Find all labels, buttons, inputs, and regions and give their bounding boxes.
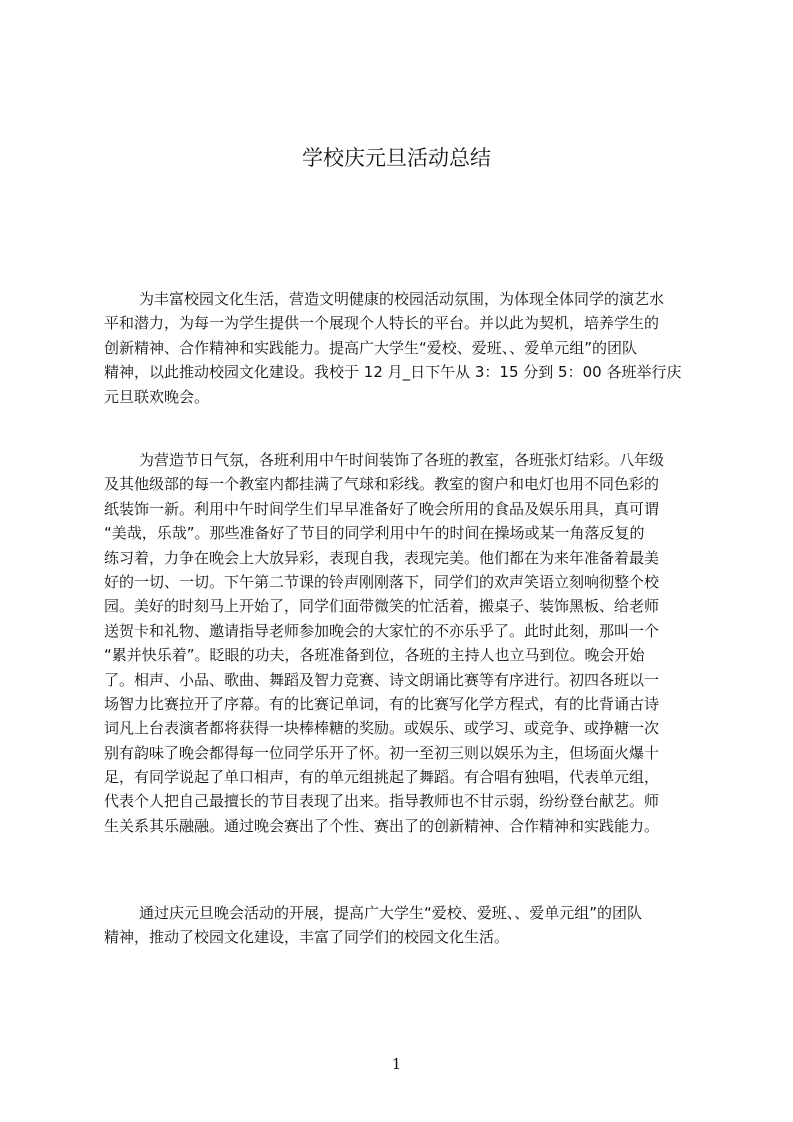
paragraph-line: 生关系其乐融融。通过晚会赛出了个性、赛出了的创新精神、合作精神和实践能力。 — [104, 816, 660, 835]
paragraph-line: 别有韵味了晚会都得每一位同学乐开了怀。初一至初三则以娱乐为主，但场面火爆十 — [104, 743, 660, 762]
document-title: 学校庆元旦活动总结 — [302, 146, 491, 170]
page-number: 1 — [391, 1055, 402, 1073]
paragraph-preparation — [104, 448, 700, 838]
paragraph-intro — [104, 287, 700, 409]
paragraph-line: 代表个人把自己最擅长的节目表现了出来。指导教师也不甘示弱，纷纷登台献艺。师 — [104, 792, 660, 811]
paragraph-line: 元旦联欢晚会。 — [104, 387, 210, 406]
paragraph-line: 及其他级部的每一个教室内都挂满了气球和彩线。教室的窗户和电灯也用不同色彩的 — [104, 475, 660, 494]
paragraph-line: 通过庆元旦晚会活动的开展，提高广大学生“爱校、爱班、、爱单元组”的团队 — [139, 904, 643, 922]
paragraph-line: 纸装饰一新。利用中午时间学生们早早准备好了晚会所用的食品及娱乐用具，真可谓 — [104, 499, 660, 518]
paragraph-line: “美哉，乐哉”。那些准备好了节目的同学利用中午的时间在操场或某一角落反复的 — [104, 524, 645, 543]
paragraph-line: 场智力比赛拉开了序幕。有的比赛记单词，有的比赛写化学方程式，有的比背诵古诗 — [104, 694, 660, 713]
paragraph-line: 园。美好的时刻马上开始了，同学们面带微笑的忙活着，搬桌子、装饰黑板、给老师 — [104, 597, 660, 616]
paragraph-line: 足，有同学说起了单口相声，有的单元组挑起了舞蹈。有合唱有独唱，代表单元组， — [104, 768, 660, 787]
paragraph-line: “累并快乐着”。眨眼的功夫，各班准备到位，各班的主持人也立马到位。晚会开始 — [104, 646, 645, 665]
paragraph-line: 送贺卡和礼物、邀请指导老师参加晚会的大家忙的不亦乐乎了。此时此刻，那叫一个 — [104, 621, 660, 640]
paragraph-line: 练习着，力争在晚会上大放异彩，表现自我，表现完美。他们都在为来年准备着最美 — [104, 548, 660, 567]
paragraph-line: 为丰富校园文化生活，营造文明健康的校园活动氛围，为体现全体同学的演艺水 — [139, 290, 665, 308]
paragraph-line: 了。相声、小品、歌曲、舞蹈及智力竞赛、诗文朗诵比赛等有序进行。初四各班以一 — [104, 670, 660, 689]
paragraph-line: 词凡上台表演者都将获得一块棒棒糖的奖励。或娱乐、或学习、或竞争、或挣糖一次 — [104, 719, 660, 738]
paragraph-line: 精神，推动了校园文化建设，丰富了同学们的校园文化生活。 — [104, 928, 510, 947]
paragraph-line: 好的一切、一切。下午第二节课的铃声刚刚落下，同学们的欢声笑语立刻响彻整个校 — [104, 572, 660, 591]
paragraph-line: 创新精神、合作精神和实践能力。提高广大学生“爱校、爱班、、爱单元组”的团队 — [104, 338, 638, 357]
paragraph-line: 为营造节日气氛，各班利用中午时间装饰了各班的教室，各班张灯结彩。八年级 — [139, 451, 665, 469]
paragraph-line: 平和潜力，为每一为学生提供一个展现个人特长的平台。并以此为契机，培养学生的 — [104, 314, 660, 333]
paragraph-conclusion — [104, 901, 700, 950]
paragraph-line: 精神，以此推动校园文化建设。我校于 12 月_日下午从 3：15 分到 5：00 各班举行庆 — [104, 363, 682, 382]
